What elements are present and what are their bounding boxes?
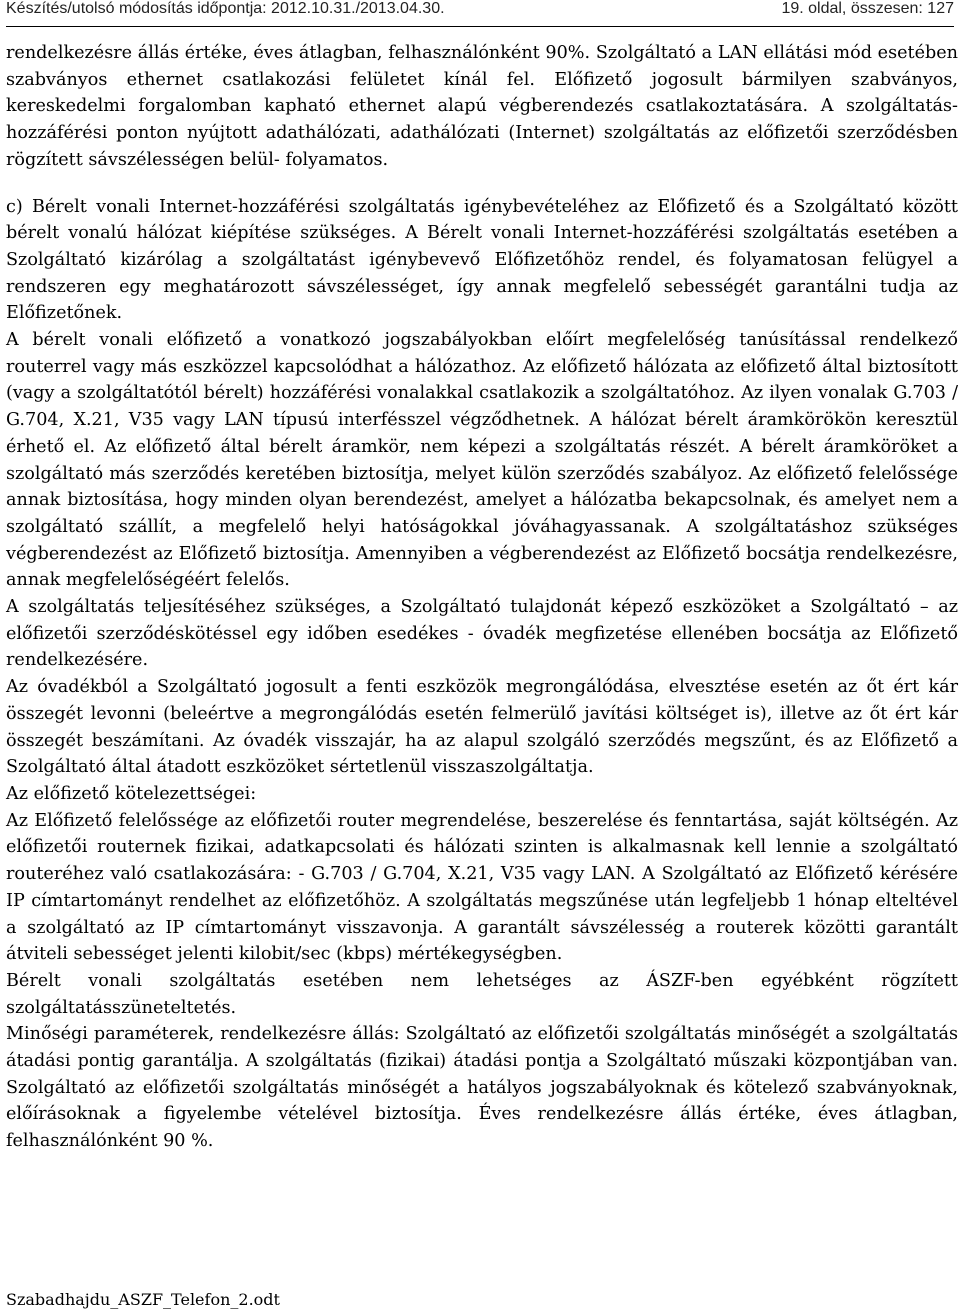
paragraph: A bérelt vonali előfizető a vonatkozó jogszabályokban előírt megfelelőség tanúsítással rendelkező routerrel vagy más eszközzel kapcsolódhat a hálózathoz. Az előfizető hálózata az előfizető által biztosított (vagy a szolgáltatótól bérelt) hozzáférési vonalakkal csatlakozik a szolgáltatóhoz. Az ilyen vonalak G.703 / G.704, X.21, V35 vagy LAN típusú interfésszel végződhetnek. A hálózat bérelt áramkörökön keresztül érhető el. Az előfizető által bérelt áramkör, nem képezi a szolgáltatás részét. A bérelt áramköröket a szolgáltató más szerződés keretében biztosítja, melyet külön szerződés szabályoz. Az előfizető felelőssége annak biztosítása, hogy minden olyan berendezést, amelyet a hálózatba bekapcsolnak, és amelyet nem a szolgáltató szállít, a megfelelő helyi hatóságokkal jóváhagyassanak. A szolgáltatáshoz szükséges végberendezést az Előfizető biztosítja. Amennyiben a végberendezést az Előfizető bocsátja rendelkezésre, annak megfelelőségéért felelős. <box>6 330 958 591</box>
paragraph: A szolgáltatás teljesítéséhez szükséges, a Szolgáltató tulajdonát képező eszközöket a Szolgáltató – az előfizetői szerződéskötéssel egy időben esedékes - óvadék megfizetése ellenében bocsátja az Előfizető rendelkezésére. <box>6 597 958 671</box>
header-timestamp: Készítés/utolsó módosítás időpontja: 2012.10.31./2013.04.30. <box>6 0 445 17</box>
paragraph: Minőségi paraméterek, rendelkezésre állás: Szolgáltató az előfizetői szolgáltatás minőségét a szolgáltatás átadási pontig garantálja. A szolgáltatás (fizikai) átadási pontja a Szolgáltató műszaki központjában van. Szolgáltató az előfizetői szolgáltatás minőségét a hatályos jogszabályoknak és kötelező szabványoknak, előírásoknak a figyelembe vételével biztosítja. Éves rendelkezésre állás értéke, éves átlagban, felhasználónként 90 %. <box>6 1024 958 1152</box>
paragraph: Az óvadékból a Szolgáltató jogosult a fenti eszközök megrongálódása, elvesztése esetén az őt ért kár összegét levonni (beleértve a megrongálódás esetén felmerülő javítási költséget is), illetve az őt ért kár összegét beszámítani. Az óvadék visszajár, ha az alapul szolgáló szerződés megszűnt, és az Előfizető a Szolgáltató által átadott eszközöket sértetlenül visszaszolgáltatja. <box>6 677 958 778</box>
paragraph-spacer <box>6 174 958 194</box>
paragraph: Bérelt vonali szolgáltatás esetében nem lehetséges az ÁSZF-ben egyébként rögzített szolgáltatásszüneteltetés. <box>6 970 958 1018</box>
paragraph: Az Előfizető felelőssége az előfizetői router megrendelése, beszerelése és fenntartása, saját költségén. Az előfizetői routernek fizikai, adatkapcsolati és hálózati szinten is alkalmasnak kell lennie a szolgáltató routeréhez való csatlakozására: - G.703 / G.704, X.21, V35 vagy LAN. A Szolgáltató az Előfizető kérésére IP címtartományt rendelhet az előfizetőhöz. A szolgáltatás megszűnése után legfeljebb 1 hónap elteltével a szolgáltató az IP címtartományt visszavonja. A garantált sávszélesség a routerek közötti garantált átviteli sebességet jelenti kilobit/sec (kbps) mértékegységben. <box>6 810 958 965</box>
header-divider <box>6 26 954 27</box>
document-body <box>6 40 958 1155</box>
section-heading: Az előfizető kötelezettségei: <box>6 783 257 804</box>
page-footer-filename: Szabadhajdu_ASZF_Telefon_2.odt <box>6 1290 280 1309</box>
paragraph: c) Bérelt vonali Internet-hozzáférési szolgáltatás igénybevételéhez az Előfizető és a Szolgáltató között bérelt vonalú hálózat kiépítése szükséges. A Bérelt vonali Internet-hozzáférési szolgáltatás esetében a Szolgáltató kizárólag a szolgáltatást igénybevevő Előfizetőhöz rendel, és folyamatosan felügyel a rendszeren egy meghatározott sávszélességet, így annak megfelelő sebességét garantálni tudja az Előfizetőnek. <box>6 196 958 324</box>
paragraph: rendelkezésre állás értéke, éves átlagban, felhasználónként 90%. Szolgáltató a LAN ellátási mód esetében szabványos ethernet csatlakozási felületet kínál fel. Előfizető jogosult bármilyen szabványos, kereskedelmi forgalomban kapható ethernet alapú végberendezés csatlakoztatására. A szolgáltatás-hozzáférési ponton nyújtott adathálózati, adathálózati (Internet) szolgáltatás az előfizetői szerződésben rögzített sávszélességen belül- folyamatos. <box>6 43 958 170</box>
page-header <box>6 0 954 24</box>
header-page-counter: 19. oldal, összesen: 127 <box>781 0 954 17</box>
